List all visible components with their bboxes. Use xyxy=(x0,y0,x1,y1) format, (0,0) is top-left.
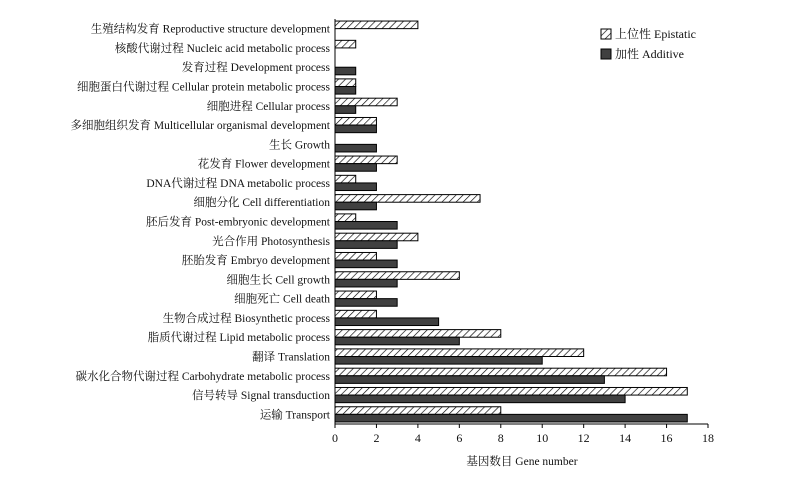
bar-additive xyxy=(335,318,439,326)
x-axis-ticks xyxy=(332,424,714,445)
category-label: 运输 Transport xyxy=(259,409,330,422)
bar-epistatic xyxy=(335,214,356,222)
category-label: 细胞死亡 Cell death xyxy=(234,293,330,306)
x-tick-label: 14 xyxy=(619,431,632,445)
bar-epistatic xyxy=(335,252,376,260)
category-label: 胚胎发育 Embryo development xyxy=(181,255,330,268)
legend-swatch-epistatic xyxy=(601,29,611,39)
bar-epistatic xyxy=(335,233,418,241)
bar-additive xyxy=(335,106,356,114)
category-labels xyxy=(71,22,331,422)
legend-label-epistatic: 上位性 Epistatic xyxy=(615,27,696,41)
x-tick-label: 12 xyxy=(577,431,590,445)
category-label: 多细胞组织发育 Multicellular organismal development xyxy=(70,120,330,133)
category-label: 生长 Growth xyxy=(268,139,330,152)
x-tick-label: 10 xyxy=(536,431,549,445)
bar-additive xyxy=(335,183,376,191)
bar-epistatic xyxy=(335,98,397,106)
bar-epistatic xyxy=(335,272,459,280)
category-label: 细胞生长 Cell growth xyxy=(226,274,330,287)
x-axis-title: 基因数目 Gene number xyxy=(466,456,578,468)
bar-additive xyxy=(335,395,625,403)
category-label: 发育过程 Development process xyxy=(181,62,330,75)
category-label: 细胞进程 Cellular process xyxy=(206,100,330,113)
bar-epistatic xyxy=(335,310,376,318)
bar-epistatic xyxy=(335,156,397,164)
legend xyxy=(601,26,696,61)
bar-epistatic xyxy=(335,175,356,183)
bar-epistatic xyxy=(335,21,418,29)
x-tick-label: 18 xyxy=(702,431,714,445)
category-label: 生物合成过程 Biosynthetic process xyxy=(162,312,330,325)
bar-additive xyxy=(335,125,376,133)
bar-additive xyxy=(335,299,397,307)
category-label: 细胞分化 Cell differentiation xyxy=(193,197,330,210)
bar-epistatic xyxy=(335,40,356,48)
bar-additive xyxy=(335,202,376,210)
bar-additive xyxy=(335,357,542,365)
bar-additive xyxy=(335,241,397,249)
bar-additive xyxy=(335,144,376,152)
category-label: 花发育 Flower development xyxy=(197,158,330,171)
bar-epistatic xyxy=(335,117,376,125)
bars xyxy=(335,21,687,422)
bar-epistatic xyxy=(335,407,501,415)
bar-epistatic xyxy=(335,79,356,87)
legend-swatch-additive xyxy=(601,49,611,59)
category-label: 信号转导 Signal transduction xyxy=(192,390,330,403)
bar-epistatic xyxy=(335,330,501,338)
bar-additive xyxy=(335,376,604,384)
bar-additive xyxy=(335,337,459,345)
category-label: 脂质代谢过程 Lipid metabolic process xyxy=(147,332,330,345)
category-label: 光合作用 Photosynthesis xyxy=(212,235,330,248)
category-label: 细胞蛋白代谢过程 Cellular protein metabolic process xyxy=(77,81,330,94)
category-label: 核酸代谢过程 Nucleic acid metabolic process xyxy=(114,42,330,55)
bar-epistatic xyxy=(335,368,667,376)
bar-additive xyxy=(335,260,397,268)
bar-epistatic xyxy=(335,387,687,395)
x-tick-label: 4 xyxy=(414,431,421,445)
bar-epistatic xyxy=(335,349,584,357)
x-tick-label: 0 xyxy=(332,431,338,445)
bar-epistatic xyxy=(335,195,480,203)
bar-additive xyxy=(335,67,356,75)
bar-additive xyxy=(335,414,687,422)
x-tick-label: 8 xyxy=(497,431,504,445)
bar-additive xyxy=(335,164,376,172)
bar-additive xyxy=(335,87,356,95)
category-label: 生殖结构发育 Reproductive structure development xyxy=(90,23,330,36)
x-tick-label: 6 xyxy=(456,431,463,445)
x-tick-label: 2 xyxy=(373,431,380,445)
bar-epistatic xyxy=(335,291,376,299)
category-label: 胚后发育 Post-embryonic development xyxy=(146,216,330,229)
bar-additive xyxy=(335,222,397,230)
category-label: 碳水化合物代谢过程 Carbohydrate metabolic process xyxy=(75,370,330,383)
category-label: DNA代谢过程 DNA metabolic process xyxy=(146,177,330,190)
category-label: 翻译 Translation xyxy=(252,351,330,364)
bar-additive xyxy=(335,279,397,287)
x-tick-label: 16 xyxy=(660,431,673,445)
legend-label-additive: 加性 Additive xyxy=(615,47,684,61)
